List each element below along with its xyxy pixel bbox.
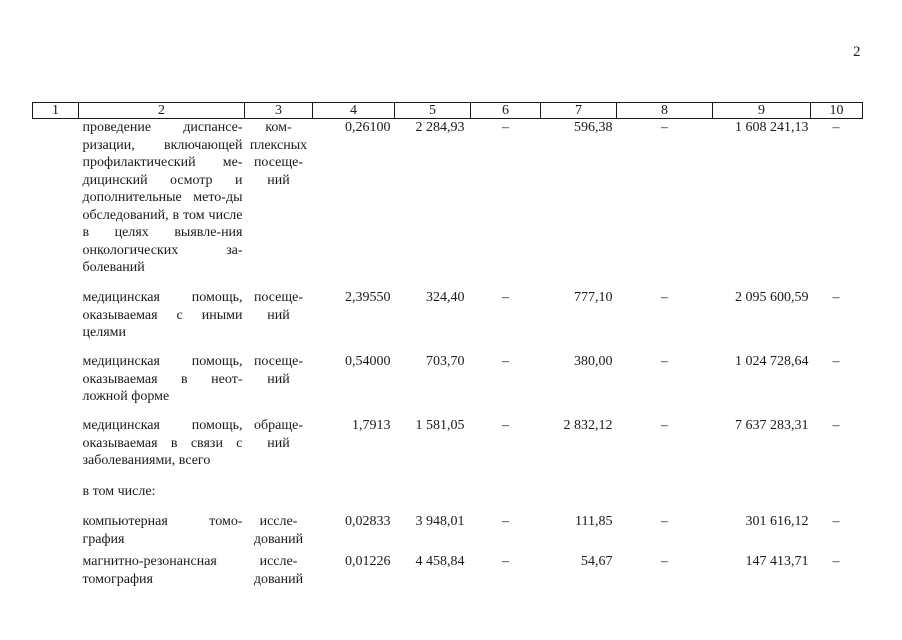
- row-value-10: –: [832, 290, 840, 305]
- row-value-5: 4 458,84: [415, 554, 465, 569]
- table-row: [33, 483, 863, 513]
- row-value-5: 3 948,01: [415, 514, 465, 529]
- row-value-10: –: [832, 514, 840, 529]
- row-value-9: 1 608 241,13: [735, 120, 809, 135]
- row-value-8: –: [661, 514, 668, 529]
- table-row: [33, 513, 863, 553]
- table-row: [33, 289, 863, 353]
- row-index-cell: [33, 289, 79, 353]
- column-header-7: 7: [541, 103, 617, 119]
- row-value-7: 111,85: [575, 514, 613, 529]
- row-value-8: [617, 483, 713, 513]
- table-row: [33, 417, 863, 483]
- row-value-10: –: [832, 554, 840, 569]
- row-value-6: –: [502, 120, 509, 135]
- row-value-9: 1 024 728,64: [735, 354, 809, 369]
- column-header-2: 2: [79, 103, 245, 119]
- row-value-10: –: [832, 354, 840, 369]
- row-value-7: 380,00: [574, 354, 613, 369]
- row-value-6: [471, 483, 541, 513]
- row-value-4: 0,26100: [345, 120, 391, 135]
- column-header-4: 4: [313, 103, 395, 119]
- row-index-cell: [33, 553, 79, 593]
- row-value-4: 1,7913: [352, 418, 391, 433]
- column-header-5: 5: [395, 103, 471, 119]
- row-value-4: 0,02833: [345, 514, 391, 529]
- data-table: [32, 102, 863, 593]
- row-value-10: –: [832, 120, 840, 135]
- row-value-8: –: [661, 120, 668, 135]
- row-name: медицинская помощь, оказываемая с иными целями: [82, 290, 243, 340]
- row-value-7: 54,67: [581, 554, 613, 569]
- page-number: 2: [853, 44, 861, 60]
- row-name: в том числе:: [82, 484, 156, 499]
- column-header-9: 9: [713, 103, 811, 119]
- table-body: [33, 119, 863, 594]
- table-row: [33, 119, 863, 290]
- row-value-4: 2,39550: [345, 290, 391, 305]
- row-value-8: –: [661, 418, 668, 433]
- row-value-10: [811, 483, 863, 513]
- row-unit: посеще-ний: [253, 354, 304, 387]
- column-number-row: [33, 103, 863, 119]
- row-value-7: 777,10: [574, 290, 613, 305]
- row-value-4: 0,54000: [345, 354, 391, 369]
- row-value-5: 1 581,05: [415, 418, 465, 433]
- row-value-8: –: [661, 290, 668, 305]
- row-name: медицинская помощь, оказываемая в связи с заболеваниями, всего: [82, 418, 243, 468]
- row-name: компьютерная томо-графия: [82, 514, 243, 547]
- row-name: проведение диспансе-ризации, включающей профилактический ме-дицинский осмотр и дополнительные мето-ды обследований, в том числе в целях выявле-ния онкологических за-болеваний: [82, 120, 243, 275]
- row-value-4: [313, 483, 395, 513]
- column-header-3: 3: [245, 103, 313, 119]
- row-name: медицинская помощь, оказываемая в неот-ложной форме: [82, 354, 243, 404]
- row-value-6: –: [502, 354, 509, 369]
- column-header-6: 6: [471, 103, 541, 119]
- row-value-6: –: [502, 554, 509, 569]
- row-unit: иссле-дований: [253, 554, 304, 587]
- row-index-cell: [33, 417, 79, 483]
- row-name: магнитно-резонансная томография: [82, 554, 217, 587]
- table-row: [33, 553, 863, 593]
- column-header-10: 10: [811, 103, 863, 119]
- table-header: [33, 103, 863, 119]
- row-index-cell: [33, 119, 79, 290]
- row-unit: посеще-ний: [253, 290, 304, 323]
- row-value-5: 703,70: [426, 354, 465, 369]
- row-value-9: 301 616,12: [745, 514, 809, 529]
- column-header-8: 8: [617, 103, 713, 119]
- column-header-1: 1: [33, 103, 79, 119]
- row-value-9: 7 637 283,31: [735, 418, 809, 433]
- row-value-7: 596,38: [574, 120, 613, 135]
- row-unit: [245, 483, 313, 513]
- row-index-cell: [33, 483, 79, 513]
- row-value-7: [541, 483, 617, 513]
- row-unit: иссле-дований: [253, 514, 304, 547]
- table-row: [33, 353, 863, 417]
- row-index-cell: [33, 353, 79, 417]
- row-unit: ком-плексных посеще-ний: [249, 120, 308, 188]
- row-value-5: 2 284,93: [415, 120, 465, 135]
- row-value-9: 147 413,71: [745, 554, 809, 569]
- row-unit: обраще-ний: [254, 418, 303, 451]
- row-value-10: –: [832, 418, 840, 433]
- row-index-cell: [33, 513, 79, 553]
- row-value-5: 324,40: [426, 290, 465, 305]
- row-value-6: –: [502, 290, 509, 305]
- row-value-6: –: [502, 418, 509, 433]
- row-value-8: –: [661, 554, 668, 569]
- row-value-6: –: [502, 514, 509, 529]
- row-value-4: 0,01226: [345, 554, 391, 569]
- row-value-8: –: [661, 354, 668, 369]
- row-value-9: [713, 483, 811, 513]
- row-value-5: [395, 483, 471, 513]
- row-value-9: 2 095 600,59: [735, 290, 809, 305]
- row-value-7: 2 832,12: [563, 418, 613, 433]
